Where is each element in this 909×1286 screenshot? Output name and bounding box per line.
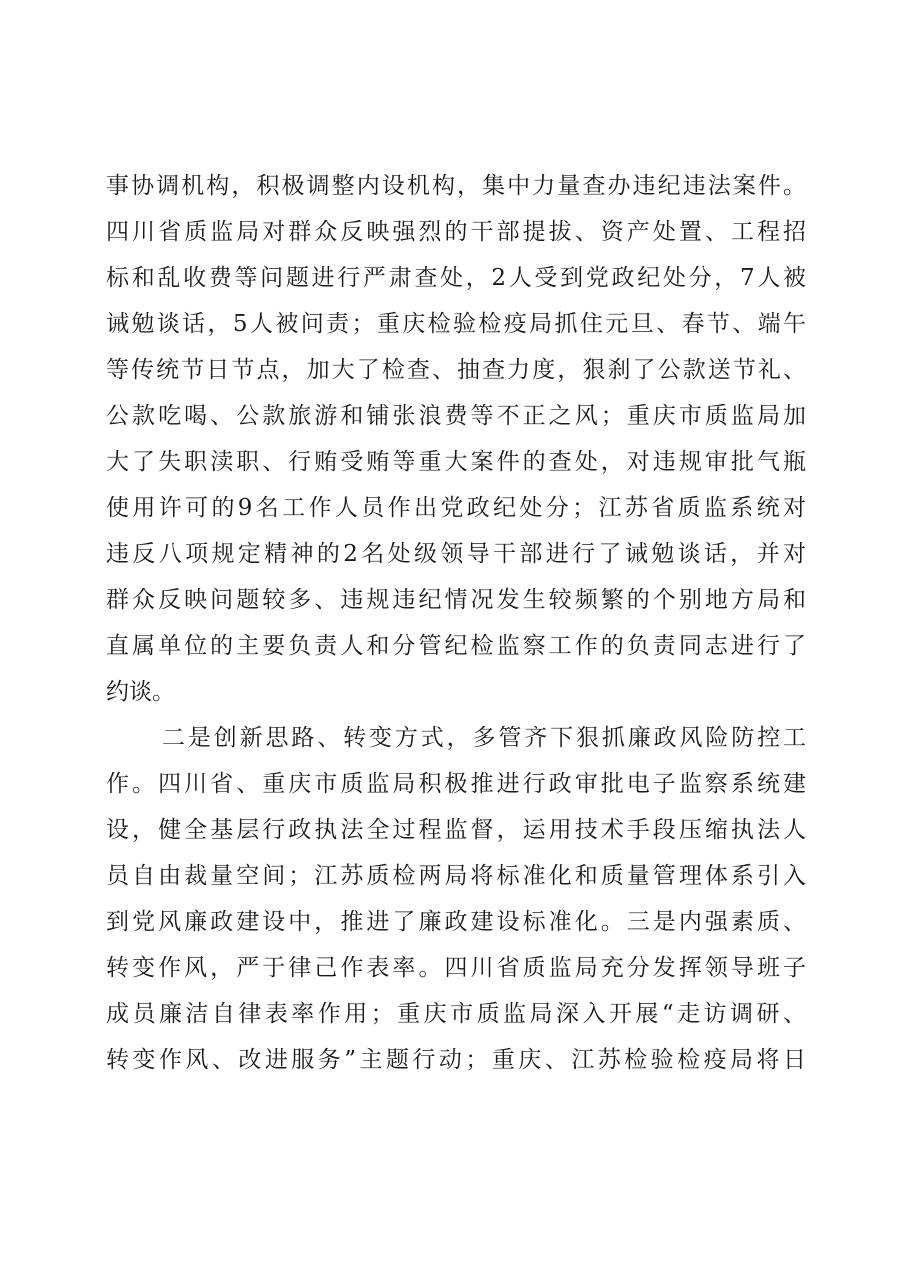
text-line: 大了失职渎职、行贿受贿等重大案件的查处，对违规审批气瓶 — [106, 449, 806, 475]
text-line: 使用许可的9名工作人员作出党政纪处分；江苏省质监系统对 — [106, 495, 806, 521]
text-line: 群众反映问题较多、违规违纪情况发生较频繁的个别地方局和 — [106, 587, 806, 613]
text-line: 直属单位的主要负责人和分管纪检监察工作的负责同志进行了 — [106, 633, 806, 659]
paragraph-start-line: 二是创新思路、转变方式，多管齐下狠抓廉政风险防控工 — [162, 725, 806, 751]
text-line: 到党风廉政建设中，推进了廉政建设标准化。三是内强素质、 — [106, 909, 806, 935]
paragraph-end-line: 约谈。 — [106, 679, 175, 705]
text-line: 员自由裁量空间；江苏质检两局将标准化和质量管理体系引入 — [106, 863, 806, 889]
body-text — [106, 163, 806, 1083]
text-line: 等传统节日节点，加大了检查、抽查力度，狠刹了公款送节礼、 — [106, 357, 806, 383]
text-line: 诫勉谈话，5人被问责；重庆检验检疫局抓住元旦、春节、端午 — [106, 311, 806, 337]
text-line: 成员廉洁自律表率作用；重庆市质监局深入开展“走访调研、 — [106, 1001, 806, 1027]
text-line: 标和乱收费等问题进行严肃查处，2人受到党政纪处分，7人被 — [106, 265, 806, 291]
text-line: 转变作风，严于律己作表率。四川省质监局充分发挥领导班子 — [106, 955, 806, 981]
text-line: 转变作风、改进服务”主题行动；重庆、江苏检验检疫局将日 — [106, 1047, 806, 1073]
text-line: 违反八项规定精神的2名处级领导干部进行了诫勉谈话，并对 — [106, 541, 806, 567]
text-line: 公款吃喝、公款旅游和铺张浪费等不正之风；重庆市质监局加 — [106, 403, 806, 429]
text-line: 事协调机构，积极调整内设机构，集中力量查办违纪违法案件。 — [106, 173, 806, 199]
text-line: 四川省质监局对群众反映强烈的干部提拔、资产处置、工程招 — [106, 219, 806, 245]
text-line: 作。四川省、重庆市质监局积极推进行政审批电子监察系统建 — [106, 771, 806, 797]
text-line: 设，健全基层行政执法全过程监督，运用技术手段压缩执法人 — [106, 817, 806, 843]
